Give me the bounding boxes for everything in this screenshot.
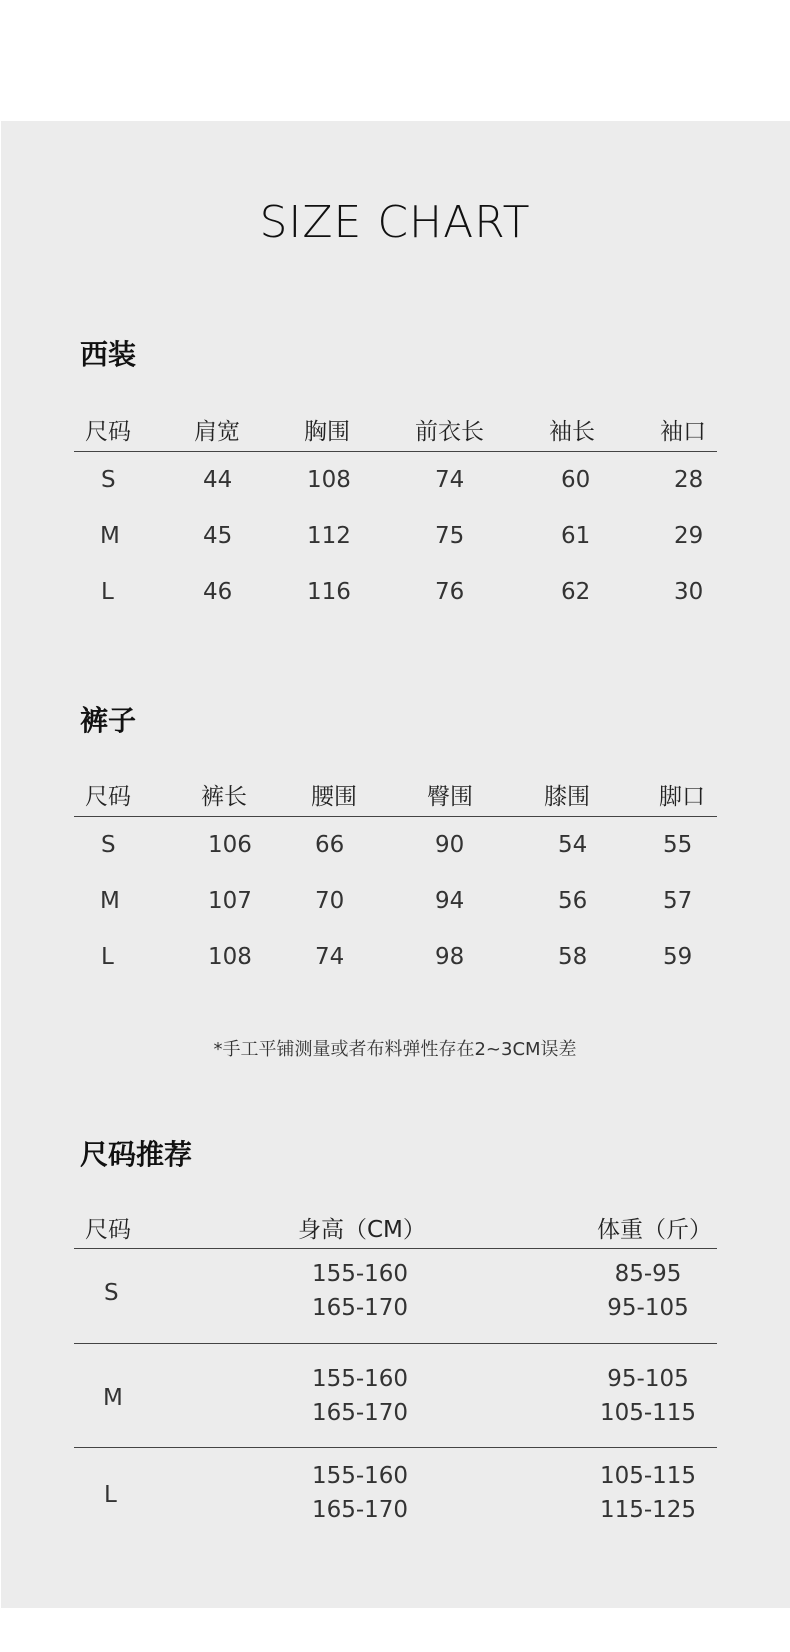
suit-header-shoulder: 肩宽 bbox=[194, 419, 240, 445]
table-cell: 57 bbox=[663, 888, 693, 914]
recommend-header-divider bbox=[74, 1248, 717, 1249]
table-cell: 45 bbox=[203, 523, 233, 549]
table-cell: 155-160 bbox=[311, 1261, 409, 1287]
suit-section-title: 西装 bbox=[80, 338, 137, 371]
table-cell: S bbox=[101, 832, 116, 858]
table-cell: 155-160 bbox=[311, 1366, 409, 1392]
table-cell: 165-170 bbox=[311, 1295, 409, 1321]
table-cell: 66 bbox=[315, 832, 345, 858]
table-cell: 30 bbox=[674, 579, 704, 605]
table-cell: 55 bbox=[663, 832, 693, 858]
table-cell: 106 bbox=[208, 832, 252, 858]
table-cell: 58 bbox=[558, 944, 588, 970]
table-cell: L bbox=[101, 944, 114, 970]
table-cell: 59 bbox=[663, 944, 693, 970]
table-cell: M bbox=[103, 1385, 123, 1411]
table-cell: 44 bbox=[203, 467, 233, 493]
suit-header-chest: 胸围 bbox=[304, 419, 350, 445]
suit-header-divider bbox=[74, 451, 717, 452]
suit-header-sleeve-length: 袖长 bbox=[549, 419, 595, 445]
page-title: SIZE CHART bbox=[259, 197, 531, 248]
table-cell: 108 bbox=[208, 944, 252, 970]
table-cell: 74 bbox=[435, 467, 465, 493]
table-cell: 95-105 bbox=[607, 1295, 689, 1321]
suit-header-front-length: 前衣长 bbox=[415, 419, 484, 445]
table-cell: M bbox=[100, 523, 120, 549]
recommend-header-weight: 体重（斤） bbox=[597, 1217, 712, 1243]
table-cell: 61 bbox=[561, 523, 591, 549]
pants-header-size: 尺码 bbox=[85, 784, 131, 810]
table-cell: 90 bbox=[435, 832, 465, 858]
pants-section-title: 裤子 bbox=[80, 704, 137, 737]
recommend-row-divider bbox=[74, 1447, 717, 1448]
table-cell: 115-125 bbox=[599, 1497, 697, 1523]
pants-header-waist: 腰围 bbox=[311, 784, 357, 810]
table-cell: 70 bbox=[315, 888, 345, 914]
table-cell: 60 bbox=[561, 467, 591, 493]
pants-header-hem: 脚口 bbox=[659, 784, 705, 810]
table-cell: L bbox=[104, 1482, 117, 1508]
table-cell: 112 bbox=[307, 523, 351, 549]
table-cell: 95-105 bbox=[607, 1366, 689, 1392]
table-cell: 105-115 bbox=[599, 1463, 697, 1489]
recommend-row-divider bbox=[74, 1343, 717, 1344]
pants-header-knee: 膝围 bbox=[544, 784, 590, 810]
table-cell: 85-95 bbox=[614, 1261, 682, 1287]
table-cell: 74 bbox=[315, 944, 345, 970]
pants-header-divider bbox=[74, 816, 717, 817]
pants-header-hip: 臀围 bbox=[427, 784, 473, 810]
recommend-header-size: 尺码 bbox=[85, 1217, 131, 1243]
table-cell: M bbox=[100, 888, 120, 914]
table-cell: 98 bbox=[435, 944, 465, 970]
table-cell: S bbox=[101, 467, 116, 493]
table-cell: 165-170 bbox=[311, 1497, 409, 1523]
table-cell: 54 bbox=[558, 832, 588, 858]
table-cell: 116 bbox=[307, 579, 351, 605]
measurement-note: *手工平铺测量或者布料弹性存在2~3CM误差 bbox=[213, 1039, 577, 1060]
suit-header-size: 尺码 bbox=[85, 419, 131, 445]
table-cell: 94 bbox=[435, 888, 465, 914]
table-cell: 62 bbox=[561, 579, 591, 605]
table-cell: 165-170 bbox=[311, 1400, 409, 1426]
suit-header-cuff: 袖口 bbox=[660, 419, 706, 445]
table-cell: 107 bbox=[208, 888, 252, 914]
table-cell: 56 bbox=[558, 888, 588, 914]
table-cell: L bbox=[101, 579, 114, 605]
table-cell: 29 bbox=[674, 523, 704, 549]
table-cell: 155-160 bbox=[311, 1463, 409, 1489]
recommend-section-title: 尺码推荐 bbox=[80, 1138, 193, 1171]
table-cell: 46 bbox=[203, 579, 233, 605]
table-cell: S bbox=[104, 1280, 119, 1306]
table-cell: 28 bbox=[674, 467, 704, 493]
table-cell: 75 bbox=[435, 523, 465, 549]
table-cell: 108 bbox=[307, 467, 351, 493]
recommend-header-height: 身高（CM） bbox=[298, 1217, 426, 1243]
table-cell: 76 bbox=[435, 579, 465, 605]
table-cell: 105-115 bbox=[599, 1400, 697, 1426]
pants-header-length: 裤长 bbox=[201, 784, 247, 810]
